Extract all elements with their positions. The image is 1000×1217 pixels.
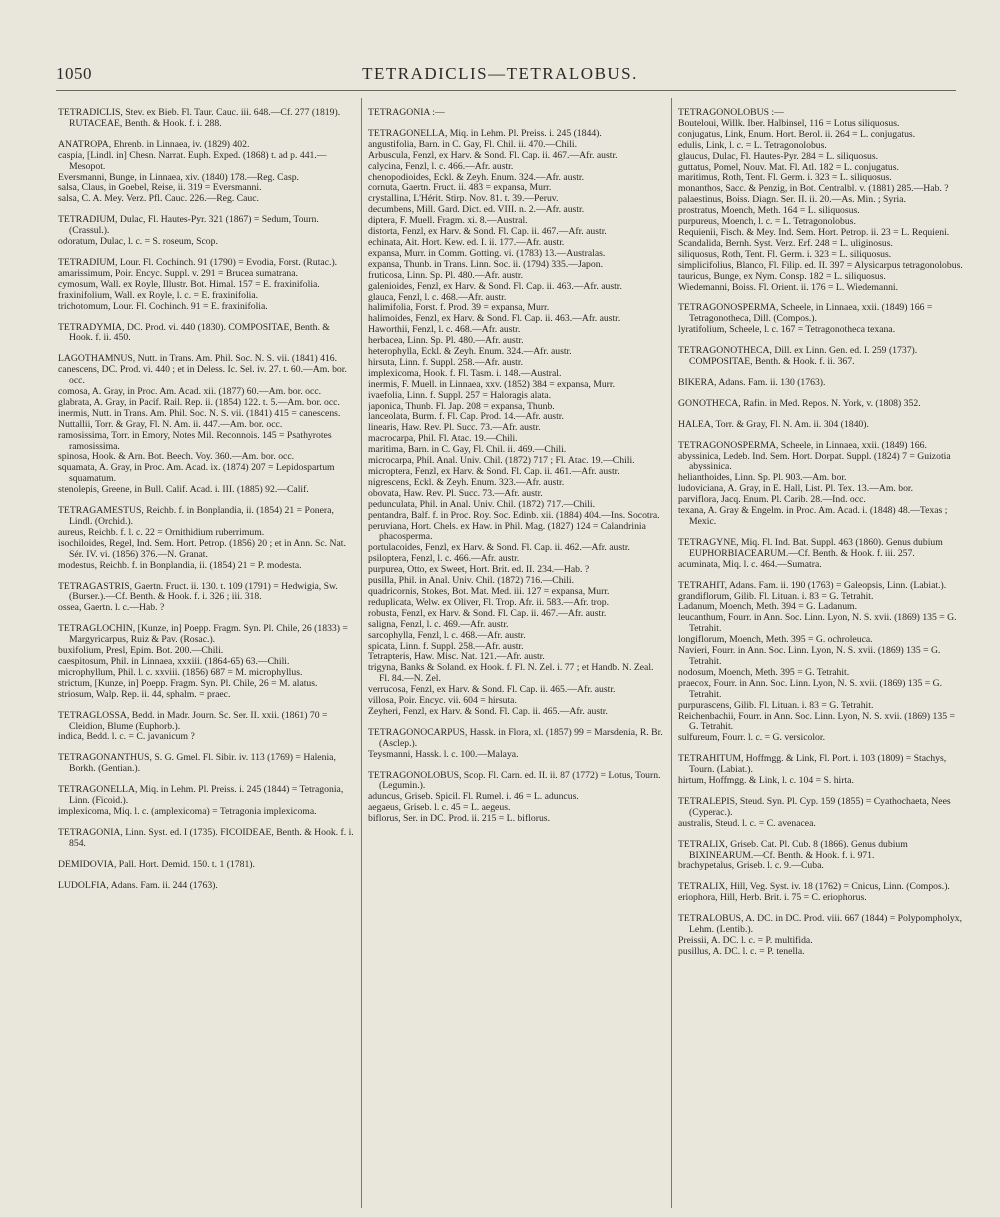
index-entry: palaestinus, Boiss. Diagn. Ser. II. ii. 20.—As. Min. ; Syria. [678, 194, 906, 206]
index-entry: TETRADIUM, Lour. Fl. Cochinch. 91 (1790) = Evodia, Forst. (Rutac.). [58, 256, 338, 268]
index-entry: ludoviciana, A. Gray, in E. Hall, List. Pl. Tex. 13.—Am. bor. [678, 483, 914, 495]
index-entry: linearis, Haw. Rev. Pl. Succ. 73.—Afr. austr. [368, 422, 541, 434]
index-entry: obovata, Haw. Rev. Pl. Succ. 73.—Afr. austr. [368, 487, 543, 499]
index-entry: inermis, Nutt. in Trans. Am. Phil. Soc. N. S. vii. (1841) 415 = canescens. [58, 407, 341, 419]
index-entry: BIKERA, Adans. Fam. ii. 130 (1763). [678, 376, 826, 388]
index-entry: spinosa, Hook. & Arn. Bot. Beech. Voy. 360.—Am. bor. occ. [58, 451, 295, 463]
column-1 [58, 98, 354, 1208]
index-entry: TETRAGONIA, Linn. Syst. ed. I (1735). FICOIDEAE, Benth. & Hook. f. i. 854. [58, 826, 354, 849]
index-entry: chenopodioides, Eckl. & Zeyh. Enum. 324.—Afr. austr. [368, 171, 585, 183]
index-entry: Scandalida, Bernh. Syst. Verz. Erf. 248 = L. uliginosus. [678, 237, 893, 249]
index-entry: verrucosa, Fenzl, ex Harv. & Sond. Fl. Cap. ii. 465.—Afr. austr. [368, 684, 616, 696]
index-entry: aureus, Reichb. f. l. c. 22 = Ornithidium ruberrimum. [58, 526, 265, 538]
index-entry: ivaefolia, Linn. f. Suppl. 257 = Haloragis alata. [368, 389, 552, 401]
index-entry: TETRALIX, Griseb. Cat. Pl. Cub. 8 (1866). Genus dubium BIXINEARUM.—Cf. Benth. & Hook. f. i. 971. [678, 838, 908, 861]
index-entry: TETRAHIT, Adans. Fam. ii. 190 (1763) = Galeopsis, Linn. (Labiat.). [678, 579, 947, 591]
index-entry: GONOTHECA, Rafin. in Med. Repos. N. York, v. (1808) 352. [678, 397, 921, 409]
index-entry: modestus, Reichb. f. in Bonplandia, ii. (1854) 21 = P. modesta. [58, 559, 302, 571]
index-entry: lanceolata, Burm. f. Fl. Cap. Prod. 14.—Afr. austr. [368, 411, 564, 423]
index-entry: herbacea, Linn. Sp. Pl. 480.—Afr. austr. [368, 335, 524, 347]
index-entry: siliquosus, Roth, Tent. Fl. Germ. i. 323 = L. siliquosus. [678, 248, 892, 260]
index-entry: ANATROPA, Ehrenb. in Linnaea, iv. (1829) 402. [58, 138, 250, 150]
index-entry: TETRAGLOCHIN, [Kunze, in] Poepp. Fragm. Syn. Pl. Chile, 26 (1833) = Margyricarpus, Ruiz & Pav. (Rosac.). [58, 623, 348, 646]
index-entry: spicata, Linn. f. Suppl. 258.—Afr. austr. [368, 640, 524, 652]
index-entry: aduncus, Griseb. Spicil. Fl. Rumel. i. 46 = L. aduncus. [368, 791, 579, 803]
index-entry: Wiedemanni, Boiss. Fl. Orient. ii. 176 = L. Wiedemanni. [678, 281, 899, 293]
index-entry: Eversmanni, Bunge, in Linnaea, xiv. (1840) 178.—Reg. Casp. [58, 171, 299, 183]
index-entry: canescens, DC. Prod. vi. 440 ; et in Deless. Ic. Sel. iv. 27. t. 60.—Am. bor. occ. [58, 364, 347, 387]
index-entry: inermis, F. Muell. in Linnaea, xxv. (1852) 384 = expansa, Murr. [368, 378, 616, 390]
index-entry: striosum, Walp. Rep. ii. 44, sphalm. = praec. [58, 688, 231, 700]
index-entry: Reichenbachii, Fourr. in Ann. Soc. Linn. Lyon, N. S. xvii. (1869) 135 = G. Tetrahit. [678, 710, 955, 733]
index-entry: longiflorum, Moench, Meth. 395 = G. ochroleuca. [678, 634, 873, 646]
index-entry: ramosissima, Torr. in Emory, Notes Mil. Reconnois. 145 = Psathyrotes ramosissima. [58, 429, 332, 452]
index-entry: Bouteloui, Willk. Iber. Halbinsel, 116 = Lotus siliquosus. [678, 117, 900, 129]
index-entry: microphyllum, Phil. l. c. xxviii. (1856) 687 = M. microphyllus. [58, 666, 303, 678]
index-entry: TETRAGYNE, Miq. Fl. Ind. Bat. Suppl. 463 (1860). Genus dubium EUPHORBIACEARUM.—Cf. Benth. & Hook. f. iii. 257. [678, 536, 943, 559]
index-entry: macrocarpa, Phil. Fl. Atac. 19.—Chili. [368, 433, 518, 445]
index-entry: comosa, A. Gray, in Proc. Am. Acad. xii. (1877) 60.—Am. bor. occ. [58, 386, 322, 398]
index-entry: Tetrapteris, Haw. Misc. Nat. 121.—Afr. austr. [368, 651, 545, 663]
index-entry: TETRALIX, Hill, Veg. Syst. iv. 18 (1762) = Cnicus, Linn. (Compos.). [678, 881, 950, 893]
index-entry: grandiflorum, Gilib. Fl. Lituan. i. 83 = G. Tetrahit. [678, 590, 874, 602]
index-entry: TETRAGONANTHUS, S. G. Gmel. Fl. Sibir. iv. 113 (1769) = Halenia, Borkh. (Gentian.). [58, 752, 336, 775]
index-entry: LUDOLFIA, Adans. Fam. ii. 244 (1763). [58, 879, 218, 891]
index-entry: indica, Bedd. l. c. = C. javanicum ? [58, 731, 195, 743]
index-entry: maritimus, Roth, Tent. Fl. Germ. i. 323 = L. siliquosus. [678, 172, 892, 184]
index-entry: Arbuscula, Fenzl, ex Harv. & Sond. Fl. Cap. ii. 467.—Afr. austr. [368, 149, 618, 161]
index-entry: isochiloides, Regel, Ind. Sem. Hort. Petrop. (1856) 20 ; et in Ann. Sc. Nat. Sér. IV. vi. (1856) 376.—N. Granat. [58, 537, 346, 560]
index-entry: purpurea, Otto, ex Sweet, Hort. Brit. ed. II. 234.—Hab. ? [368, 564, 590, 576]
index-entry: TETRAGONOLOBUS :— [678, 107, 784, 118]
index-entry: TETRAGASTRIS, Gaertn. Fruct. ii. 130. t. 109 (1791) = Hedwigia, Sw. (Burser.).—Cf. Benth. & Hook. f. i. 326 ; iii. 318. [58, 580, 338, 603]
index-entry: halimifolia, Forst. f. Prod. 39 = expansa, Murr. [368, 302, 550, 314]
index-entry: glaucus, Dulac, Fl. Hautes-Pyr. 284 = L. siliquosus. [678, 150, 879, 162]
index-entry: aegaeus, Griseb. l. c. 45 = L. aegeus. [368, 802, 511, 814]
index-entry: sulfureum, Fourr. l. c. = G. versicolor. [678, 732, 825, 744]
index-entry: amarissimum, Poir. Encyc. Suppl. v. 291 = Brucea sumatrana. [58, 267, 298, 279]
index-entry: TETRAGONOSPERMA, Scheele, in Linnaea, xxii. (1849) 166 = Tetragonotheca, Dill. (Compos.). [678, 302, 933, 325]
index-entry: Nuttallii, Torr. & Gray, Fl. N. Am. ii. 447.—Am. bor. occ. [58, 418, 283, 430]
column-divider [361, 98, 362, 1208]
index-entry: biflorus, Ser. in DC. Prod. ii. 215 = L. biflorus. [368, 813, 550, 825]
index-entry: portulacoides, Fenzl, ex Harv. & Sond. Fl. Cap. ii. 462.—Afr. austr. [368, 542, 630, 554]
index-entry: DEMIDOVIA, Pall. Hort. Demid. 150. t. 1 (1781). [58, 858, 255, 870]
index-entry: TETRAGONIA :— [368, 107, 445, 118]
index-entry: abyssinica, Ledeb. Ind. Sem. Hort. Dorpat. Suppl. (1824) 7 = Guizotia abyssinica. [678, 450, 951, 473]
index-entry: quadricornis, Stokes, Bot. Mat. Med. iii. 127 = expansa, Murr. [368, 585, 610, 597]
index-entry: implexicoma, Miq. l. c. (amplexicoma) = Tetragonia implexicoma. [58, 805, 317, 817]
index-entry: Zeyheri, Fenzl, ex Harv. & Sond. Fl. Cap. ii. 465.—Afr. austr. [368, 705, 608, 717]
index-entry: glabrata, A. Gray, in Pacif. Rail. Rep. ii. (1854) 122. t. 5.—Am. bor. occ. [58, 396, 340, 408]
index-entry: praecox, Fourr. in Ann. Soc. Linn. Lyon, N. S. xvii. (1869) 135 = G. Tetrahit. [678, 677, 943, 700]
index-entry: edulis, Link, l. c. = L. Tetragonolobus. [678, 139, 827, 151]
index-entry: leucanthum, Fourr. in Ann. Soc. Linn. Lyon, N. S. xvii. (1869) 135 = G. Tetrahit. [678, 612, 957, 635]
index-entry: prostratus, Moench, Meth. 164 = L. siliquosus. [678, 205, 860, 217]
index-entry: TETRAGAMESTUS, Reichb. f. in Bonplandia, ii. (1854) 21 = Ponera, Lindl. (Orchid.). [58, 505, 334, 527]
index-entry: microptera, Fenzl, ex Harv. & Sond. Fl. Cap. ii. 461.—Afr. austr. [368, 466, 620, 477]
index-entry: trigyna, Banks & Soland. ex Hook. f. Fl. N. Zel. i. 77 ; et Handb. N. Zeal. Fl. 84.—N. Zel. [368, 662, 654, 685]
index-entry: hirsuta, Linn. f. Suppl. 258.—Afr. austr. [368, 356, 523, 368]
index-entry: conjugatus, Link, Enum. Hort. Berol. ii. 264 = L. conjugatus. [678, 128, 916, 140]
index-entry: sarcophylla, Fenzl, l. c. 468.—Afr. austr. [368, 629, 526, 641]
index-entry: peruviana, Hort. Chels. ex Haw. in Phil. Mag. (1827) 124 = Calandrinia phacosperma. [368, 520, 646, 543]
index-entry: odoratum, Dulac, l. c. = S. roseum, Scop. [58, 236, 218, 248]
index-entry: Navieri, Fourr. in Ann. Soc. Linn. Lyon, N. S. xvii. (1869) 135 = G. Tetrahit. [678, 645, 941, 667]
index-entry: hirtum, Hoffmgg. & Link, l. c. 104 = S. hirta. [678, 775, 854, 787]
index-entry: TETRAGONOCARPUS, Hassk. in Flora, xl. (1857) 99 = Marsdenia, R. Br. (Asclep.). [368, 726, 663, 749]
index-entry: pusilla, Phil. in Anal. Univ. Chil. (1872) 716.—Chili. [368, 575, 575, 587]
index-entry: tauricus, Bunge, ex Nym. Consp. 182 = L. siliquosus. [678, 270, 886, 282]
index-entry: squamata, A. Gray, in Proc. Am. Acad. ix. (1874) 207 = Lepidospartum squamatum. [58, 462, 335, 485]
index-entry: nodosum, Moench, Meth. 395 = G. Tetrahit. [678, 666, 850, 678]
index-entry: halimoides, Fenzl, ex Harv. & Sond. Fl. Cap. ii. 463.—Afr. austr. [368, 313, 621, 325]
index-entry: monanthos, Sacc. & Penzig, in Bot. Centralbl. v. (1881) 285.—Hab. ? [678, 183, 949, 195]
index-entry: japonica, Thunb. Fl. Jap. 208 = expansa, Thunb. [368, 400, 555, 412]
index-entry: texana, A. Gray & Engelm. in Proc. Am. Acad. i. (1848) 48.—Texas ; Mexic. [678, 505, 948, 527]
index-entry: glauca, Fenzl, l. c. 468.—Afr. austr. [368, 291, 507, 303]
index-entry: strictum, [Kunze, in] Poepp. Fragm. Syn. Pl. Chile, 26 = M. alatus. [58, 677, 318, 689]
index-entry: angustifolia, Barn. in C. Gay, Fl. Chil. ii. 470.—Chili. [368, 138, 577, 150]
index-entry: TETRALEPIS, Steud. Syn. Pl. Cyp. 159 (1855) = Cyathochaeta, Nees (Cyperac.). [678, 795, 951, 818]
index-entry: implexicoma, Hook. f. Fl. Tasm. i. 148.—Austral. [368, 367, 562, 379]
index-entry: salsa, Claus, in Goebel, Reise, ii. 319 = Eversmanni. [58, 182, 262, 194]
index-entry: eriophora, Hill, Herb. Brit. i. 75 = C. eriophorus. [678, 892, 867, 904]
index-entry: australis, Steud. l. c. = C. avenacea. [678, 817, 816, 829]
running-head: TETRADICLIS—TETRALOBUS. [362, 64, 638, 83]
index-entry: pusillus, A. DC. l. c. = P. tenella. [678, 945, 805, 957]
index-entry: Preissii, A. DC. l. c. = P. multifida. [678, 935, 813, 946]
index-entry: TETRADICLIS, Stev. ex Bieb. Fl. Taur. Cauc. iii. 648.—Cf. 277 (1819). RUTACEAE, Benth. & Hook. f. i. 288. [58, 107, 341, 129]
index-entry: lyratifolium, Scheele, l. c. 167 = Tetragonotheca texana. [678, 324, 896, 336]
index-entry: parviflora, Jacq. Enum. Pl. Carib. 28.—Ind. occ. [678, 494, 866, 506]
index-entry: distorta, Fenzl, ex Harv. & Sond. Fl. Cap. ii. 467.—Afr. austr. [368, 226, 607, 238]
index-entry: expansa, Murr. in Comm. Gotting. vi. (1783) 13.—Australas. [368, 247, 606, 259]
index-entry: robusta, Fenzl, ex Harv. & Sond. Fl. Cap. ii. 467.—Afr. austr. [368, 607, 607, 619]
index-entry: Requienii, Fisch. & Mey. Ind. Sem. Hort. Petrop. ii. 23 = L. Requieni. [678, 226, 950, 238]
index-entry: acuminata, Miq. l. c. 464.—Sumatra. [678, 558, 822, 570]
index-entry: brachypetalus, Griseb. l. c. 9.—Cuba. [678, 860, 824, 872]
index-entry: ossea, Gaertn. l. c.—Hab. ? [58, 602, 165, 614]
index-entry: pedunculata, Phil. in Anal. Univ. Chil. (1872) 717.—Chili. [368, 498, 596, 510]
index-entry: crystallina, L'Hérit. Stirp. Nov. 81. t. 39.—Peruv. [368, 193, 559, 205]
index-entry: Ladanum, Moench, Meth. 394 = G. Ladanum. [678, 601, 857, 613]
index-entry: pentandra, Balf. f. in Proc. Roy. Soc. Edinb. xii. (1884) 404.—Ins. Socotra. [368, 509, 660, 521]
index-entry: TETRAGONELLA, Miq. in Lehm. Pl. Preiss. i. 245 (1844) = Tetragonia, Linn. (Ficoid.). [58, 784, 344, 807]
index-entry: TETRAGONELLA, Miq. in Lehm. Pl. Preiss. i. 245 (1844). [368, 127, 602, 139]
index-entry: fruticosa, Linn. Sp. Pl. 480.—Afr. austr. [368, 269, 523, 281]
index-entry: galenioides, Fenzl, ex Harv. & Sond. Fl. Cap. ii. 463.—Afr. austr. [368, 280, 622, 292]
index-entry: Teysmanni, Hassk. l. c. 100.—Malaya. [368, 748, 519, 760]
index-entry: echinata, Ait. Hort. Kew. ed. I. ii. 177.—Afr. austr. [368, 236, 565, 248]
index-entry: HALEA, Torr. & Gray, Fl. N. Am. ii. 304 (1840). [678, 418, 869, 430]
index-entry: maritima, Barn. in C. Gay, Fl. Chil. ii. 469.—Chili. [368, 444, 567, 456]
header-rule [56, 90, 956, 91]
page-number: 1050 [56, 64, 92, 83]
index-entry: helianthoides, Linn. Sp. Pl. 903.—Am. bor. [678, 472, 847, 484]
column-divider [671, 98, 672, 1208]
index-entry: diptera, F. Muell. Fragm. xi. 8.—Austral. [368, 215, 528, 227]
index-entry: guttatus, Pomel, Nouv. Mat. Fl. Atl. 182 = L. conjugatus. [678, 161, 899, 173]
index-entry: LAGOTHAMNUS, Nutt. in Trans. Am. Phil. Soc. N. S. vii. (1841) 416. [58, 353, 338, 365]
index-entry: TETRAHITUM, Hoffmgg. & Link, Fl. Port. i. 103 (1809) = Stachys, Tourn. (Labiat.). [678, 753, 947, 776]
index-entry: salsa, C. A. Mey. Verz. Pfl. Cauc. 226.—Reg. Cauc. [58, 193, 259, 205]
index-entry: TETRAGONOSPERMA, Scheele, in Linnaea, xxii. (1849) 166. [678, 439, 927, 451]
index-entry: cornuta, Gaertn. Fruct. ii. 483 = expansa, Murr. [368, 182, 552, 194]
index-entry: fraxinifolium, Wall. ex Royle, l. c. = E. fraxinifolia. [58, 289, 259, 301]
index-entry: TETRAGONOLOBUS, Scop. Fl. Carn. ed. II. ii. 87 (1772) = Lotus, Tourn. (Legumin.). [368, 769, 661, 792]
index-entry: reduplicata, Welw. ex Oliver, Fl. Trop. Afr. ii. 583.—Afr. trop. [368, 596, 609, 608]
index-entry: TETRADIUM, Dulac, Fl. Hautes-Pyr. 321 (1867) = Sedum, Tourn. (Crassul.). [58, 214, 319, 237]
index-entry: decumbens, Mill. Gard. Dict. ed. VIII. n. 2.—Afr. austr. [368, 204, 585, 216]
index-entry: psiloptera, Fenzl, l. c. 466.—Afr. austr. [368, 553, 520, 565]
index-entry: TETRADYMIA, DC. Prod. vi. 440 (1830). COMPOSITAE, Benth. & Hook. f. ii. 450. [58, 321, 330, 344]
index-entry: TETRALOBUS, A. DC. in DC. Prod. viii. 667 (1844) = Polypompholyx, Lehm. (Lentib.). [678, 913, 962, 936]
index-entry: caespitosum, Phil. in Linnaea, xxxiii. (1864-65) 63.—Chili. [58, 655, 290, 667]
index-entry: TETRAGLOSSA, Bedd. in Madr. Journ. Sc. Ser. II. xxii. (1861) 70 = Cleidion, Blume (Euphorb.). [58, 709, 328, 732]
index-entry: microcarpa, Phil. Anal. Univ. Chil. (1872) 717 ; Fl. Atac. 19.—Chili. [368, 455, 635, 467]
index-entry: stenolepis, Greene, in Bull. Calif. Acad. i. III. (1885) 92.—Calif. [58, 484, 309, 496]
index-entry: calycina, Fenzl, l. c. 466.—Afr. austr. [368, 160, 514, 172]
index-entry: heterophylla, Eckl. & Zeyh. Enum. 324.—Afr. austr. [368, 346, 572, 358]
index-entry: expansa, Thunb. in Trans. Linn. Soc. ii. (1794) 335.—Japon. [368, 258, 604, 270]
index-entry: purpurascens, Gilib. Fl. Lituan. i. 83 = G. Tetrahit. [678, 699, 874, 711]
index-entry: nigrescens, Eckl. & Zeyh. Enum. 323.—Afr. austr. [368, 476, 565, 488]
index-entry: Haworthii, Fenzl, l. c. 468.—Afr. austr. [368, 324, 521, 336]
index-entry: TETRAGONOTHECA, Dill. ex Linn. Gen. ed. I. 259 (1737). COMPOSITAE, Benth. & Hook. f. ii. 367. [678, 345, 918, 368]
index-entry: caspia, [Lindl. in] Chesn. Narrat. Euph. Exped. (1868) t. ad p. 441.—Mesopot. [58, 149, 327, 172]
index-entry: buxifolium, Presl, Epim. Bot. 200.—Chili. [58, 645, 224, 657]
column-3 [678, 98, 964, 1208]
index-entry: simplicifolius, Blanco, Fl. Filip. ed. II. 397 = Alysicarpus tetragonolobus. [678, 259, 963, 271]
index-entry: villosa, Poir. Encyc. vii. 604 = hirsuta. [368, 695, 517, 707]
index-entry: purpureus, Moench, l. c. = L. Tetragonolobus. [678, 216, 856, 228]
index-entry: saligna, Fenzl, l. c. 469.—Afr. austr. [368, 618, 509, 630]
column-2 [368, 98, 664, 1208]
index-entry: cymosum, Wall. ex Royle, Illustr. Bot. Himal. 157 = E. fraxinifolia. [58, 278, 320, 290]
index-entry: trichotomum, Lour. Fl. Cochinch. 91 = E. fraxinifolia. [58, 300, 268, 312]
